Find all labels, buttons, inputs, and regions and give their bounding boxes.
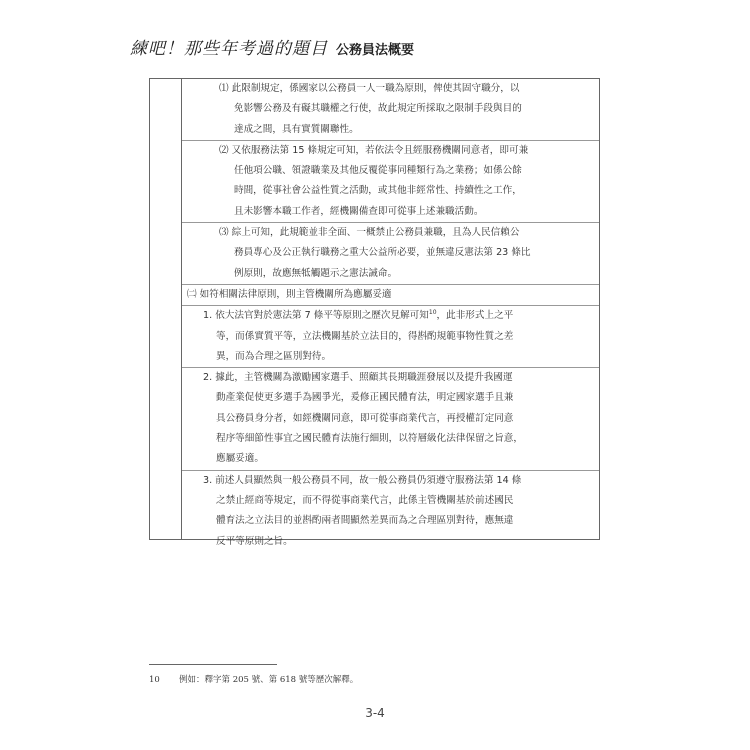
text-line: 反平等原則之旨。: [216, 535, 293, 547]
text-line: 具公務員身分者，如經機關同意，即可從事商業代言，再授權訂定同意: [216, 412, 514, 424]
text-line: 異，而為合理之區別對待。: [216, 350, 332, 362]
section-2-heading-row: [182, 285, 599, 306]
text-line: 動產業促使更多選手為國爭光，爰修正國民體育法，明定國家選手且兼: [216, 392, 514, 404]
left-gutter-column: [150, 79, 182, 539]
footnote: [149, 673, 358, 685]
text-line: 程序等細節性事宜之國民體育法施行細則，以符層級化法律保留之旨意，: [216, 433, 523, 445]
subitem-3: [182, 223, 599, 285]
text-line: 等，而係實質平等，立法機關基於立法目的，得斟酌規範事物性質之差: [216, 330, 514, 342]
text-line: ⑵ 又依服務法第 15 條規定可知，若依法令且經服務機關同意者，即可兼: [219, 144, 529, 156]
header-brand: 練吧！那些年考過的題目: [130, 39, 328, 59]
text-line: ⑴ 此限制規定，係國家以公務員一人一職為原則，俾使其固守職分，以: [219, 83, 520, 94]
page-number: 3-4: [365, 706, 385, 720]
text-line: [203, 306, 589, 326]
item-3: [182, 471, 599, 552]
text-line: 應屬妥適。: [216, 453, 264, 465]
text-line: 免影響公務及有礙其職權之行使，故此規定所採取之限制手段與目的: [234, 103, 522, 115]
text-line: 時間，從事社會公益性質之活動，或其他非經常性、持續性之工作，: [234, 185, 522, 197]
section-heading: ㈡ 如符相關法律原則，則主管機關所為應屬妥適: [187, 288, 392, 300]
footnote-text: 例如：釋字第 205 號、第 618 號等歷次解釋。: [179, 675, 359, 685]
footnote-divider: [149, 664, 277, 665]
text-line: 任他項公職、領證職業及其他反覆從事同種類行為之業務；如係公餘: [234, 165, 522, 177]
text-line: 體育法之立法目的並斟酌兩者間顯然差異而為之合理區別對待，應無違: [216, 515, 514, 527]
text-line: ⑶ 綜上可知，此規範並非全面、一概禁止公務員兼職，且為人民信賴公: [219, 227, 520, 239]
footnote-number: 10: [149, 675, 160, 685]
footnote-reference: 10: [428, 309, 437, 317]
text-line: 且未影響本職工作者，經機關備查即可從事上述兼職活動。: [234, 205, 484, 217]
text-line: 例原則，故應無牴觸題示之憲法誡命。: [234, 267, 398, 279]
text-line: 務員專心及公正執行職務之重大公益所必要，並無違反憲法第 23 條比: [234, 247, 531, 259]
answer-box: [149, 78, 600, 547]
text-line: 之禁止經商等規定，而不得從事商業代言，此係主管機關基於前述國民: [216, 494, 514, 506]
text-fragment: ，此非形式上之平: [436, 310, 514, 322]
text-line: 2. 據此，主管機關為激勵國家選手、照顧其長期職涯發展以及提升我國運: [203, 372, 513, 384]
item-2: [182, 368, 599, 470]
page-header: [130, 34, 414, 59]
text-line: 達成之間，具有實質關聯性。: [234, 123, 359, 135]
text-fragment: 1. 依大法官對於憲法第 7 條平等原則之歷次見解可知: [203, 310, 429, 322]
text-line: 3. 前述人員顯然與一般公務員不同，故一般公務員仍須遵守服務法第 14 條: [203, 474, 522, 486]
answer-rows: [182, 79, 599, 552]
subitem-1: [182, 79, 599, 141]
header-topic: 公務員法概要: [336, 43, 415, 58]
subitem-2: [182, 141, 599, 223]
item-1: [182, 306, 599, 368]
